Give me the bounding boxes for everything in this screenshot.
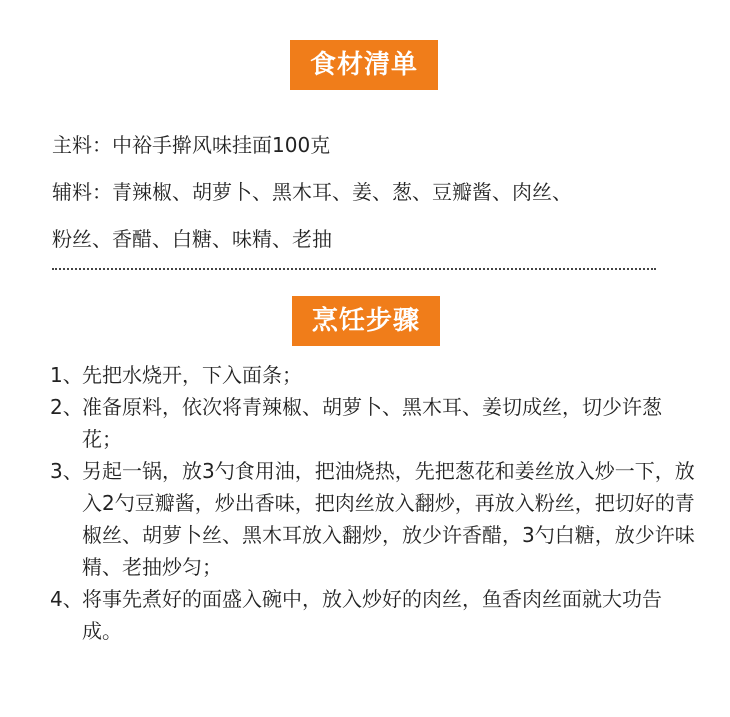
main-ingredient-line: 主料：中裕手擀风味挂面100克 xyxy=(52,133,331,157)
step-text: 先把水烧开，下入面条； xyxy=(82,363,302,387)
auxiliary-ingredients-line-2: 粉丝、香醋、白糖、味精、老抽 xyxy=(52,227,332,251)
ingredients-title-banner: 食材清单 xyxy=(290,40,438,90)
auxiliary-ingredients-line-1: 辅料：青辣椒、胡萝卜、黑木耳、姜、葱、豆瓣酱、肉丝、 xyxy=(52,180,572,204)
step-text: 将事先煮好的面盛入碗中，放入炒好的肉丝，鱼香肉丝面就大功告成。 xyxy=(82,587,662,643)
step-text: 另起一锅，放3勺食用油，把油烧热，先把葱花和姜丝放入炒一下，放入2勺豆瓣酱，炒出香味，把肉丝放入翻炒，再放入粉丝，把切好的青椒丝、胡萝卜丝、黑木耳放入翻炒，放少许香醋，3勺白糖，放少许味精、老抽炒匀； xyxy=(82,459,695,579)
cooking-steps-list xyxy=(50,359,700,647)
step-number: 3、 xyxy=(50,459,83,483)
step-item xyxy=(50,455,700,583)
steps-title-banner: 烹饪步骤 xyxy=(292,296,440,346)
ingredients-list xyxy=(52,122,692,263)
step-item xyxy=(50,583,700,647)
step-item xyxy=(50,359,700,391)
step-number: 1、 xyxy=(50,363,83,387)
dotted-divider xyxy=(52,268,656,270)
step-number: 4、 xyxy=(50,587,83,611)
step-item xyxy=(50,391,700,455)
step-text: 准备原料，依次将青辣椒、胡萝卜、黑木耳、姜切成丝，切少许葱花； xyxy=(82,395,662,451)
step-number: 2、 xyxy=(50,395,83,419)
